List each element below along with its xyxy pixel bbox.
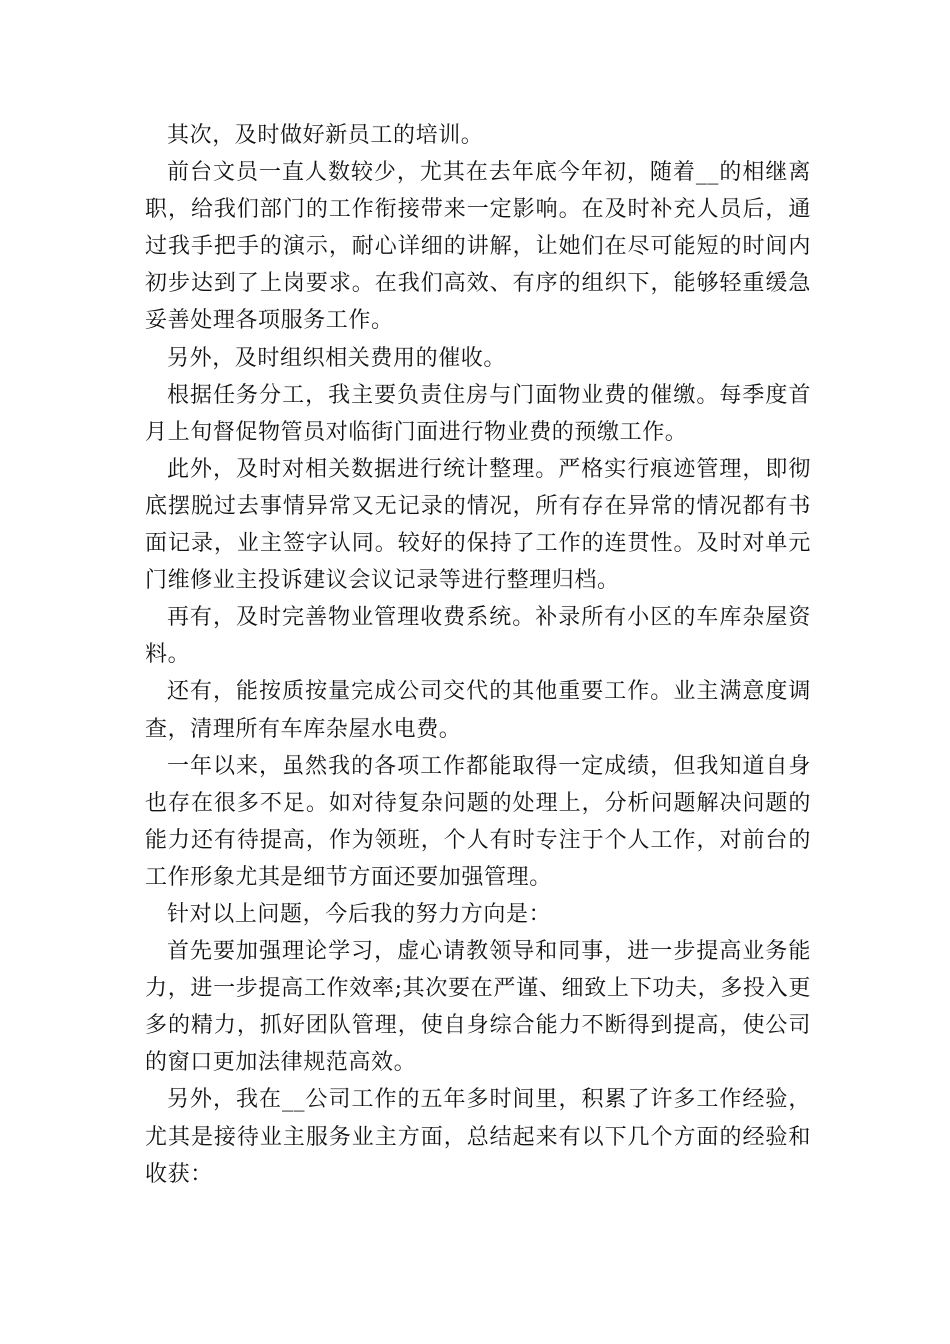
paragraph-other-work: 还有，能按质按量完成公司交代的其他重要工作。业主满意度调查，清理所有车库杂屋水电费。: [145, 679, 811, 742]
document-body: [145, 117, 811, 1193]
paragraph-data-statistics: 此外，及时对相关数据进行统计整理。严格实行痕迹管理，即彻底摆脱过去事情异常又无记录的情况，所有存在异常的情况都有书面记录，业主签字认同。较好的保持了工作的连贯性。及时对单元门维修业主投诉建议会议记录等进行整理归档。: [145, 456, 811, 594]
paragraph-billing-system: 再有，及时完善物业管理收费系统。补录所有小区的车库杂屋资料。: [145, 605, 811, 668]
paragraph-improvement-plan: 首先要加强理论学习，虚心请教领导和同事，进一步提高业务能力，进一步提高工作效率;其次要在严谨、细致上下功夫，多投入更多的精力，抓好团队管理，使自身综合能力不断得到提高，使公司的窗口更加法律规范高效。: [145, 939, 811, 1076]
paragraph-shortcomings: 一年以来，虽然我的各项工作都能取得一定成绩，但我知道自身也存在很多不足。如对待复杂问题的处理上，分析问题解决问题的能力还有待提高，作为领班，个人有时专注于个人工作，对前台的工作形象尤其是细节方面还要加强管理。: [145, 753, 811, 890]
paragraph-training: 其次，及时做好新员工的培训。: [167, 123, 484, 148]
paragraph-experience: 另外，我在__公司工作的五年多时间里，积累了许多工作经验，尤其是接待业主服务业主方面，总结起来有以下几个方面的经验和收获：: [145, 1087, 811, 1187]
paragraph-front-desk-staff: 前台文员一直人数较少，尤其在去年底今年初，随着__的相继离职，给我们部门的工作衔接带来一定影响。在及时补充人员后，通过我手把手的演示，耐心详细的讲解，让她们在尽可能短的时间内初步达到了上岗要求。在我们高效、有序的组织下，能够轻重缓急妥善处理各项服务工作。: [145, 160, 811, 334]
paragraph-fee-collection: 根据任务分工，我主要负责住房与门面物业费的催缴。每季度首月上旬督促物管员对临街门面进行物业费的预缴工作。: [145, 382, 811, 445]
paragraph-improvement-heading: 针对以上问题，今后我的努力方向是：: [167, 901, 552, 927]
paragraph-fee-collection-heading: 另外，及时组织相关费用的催收。: [167, 345, 507, 371]
